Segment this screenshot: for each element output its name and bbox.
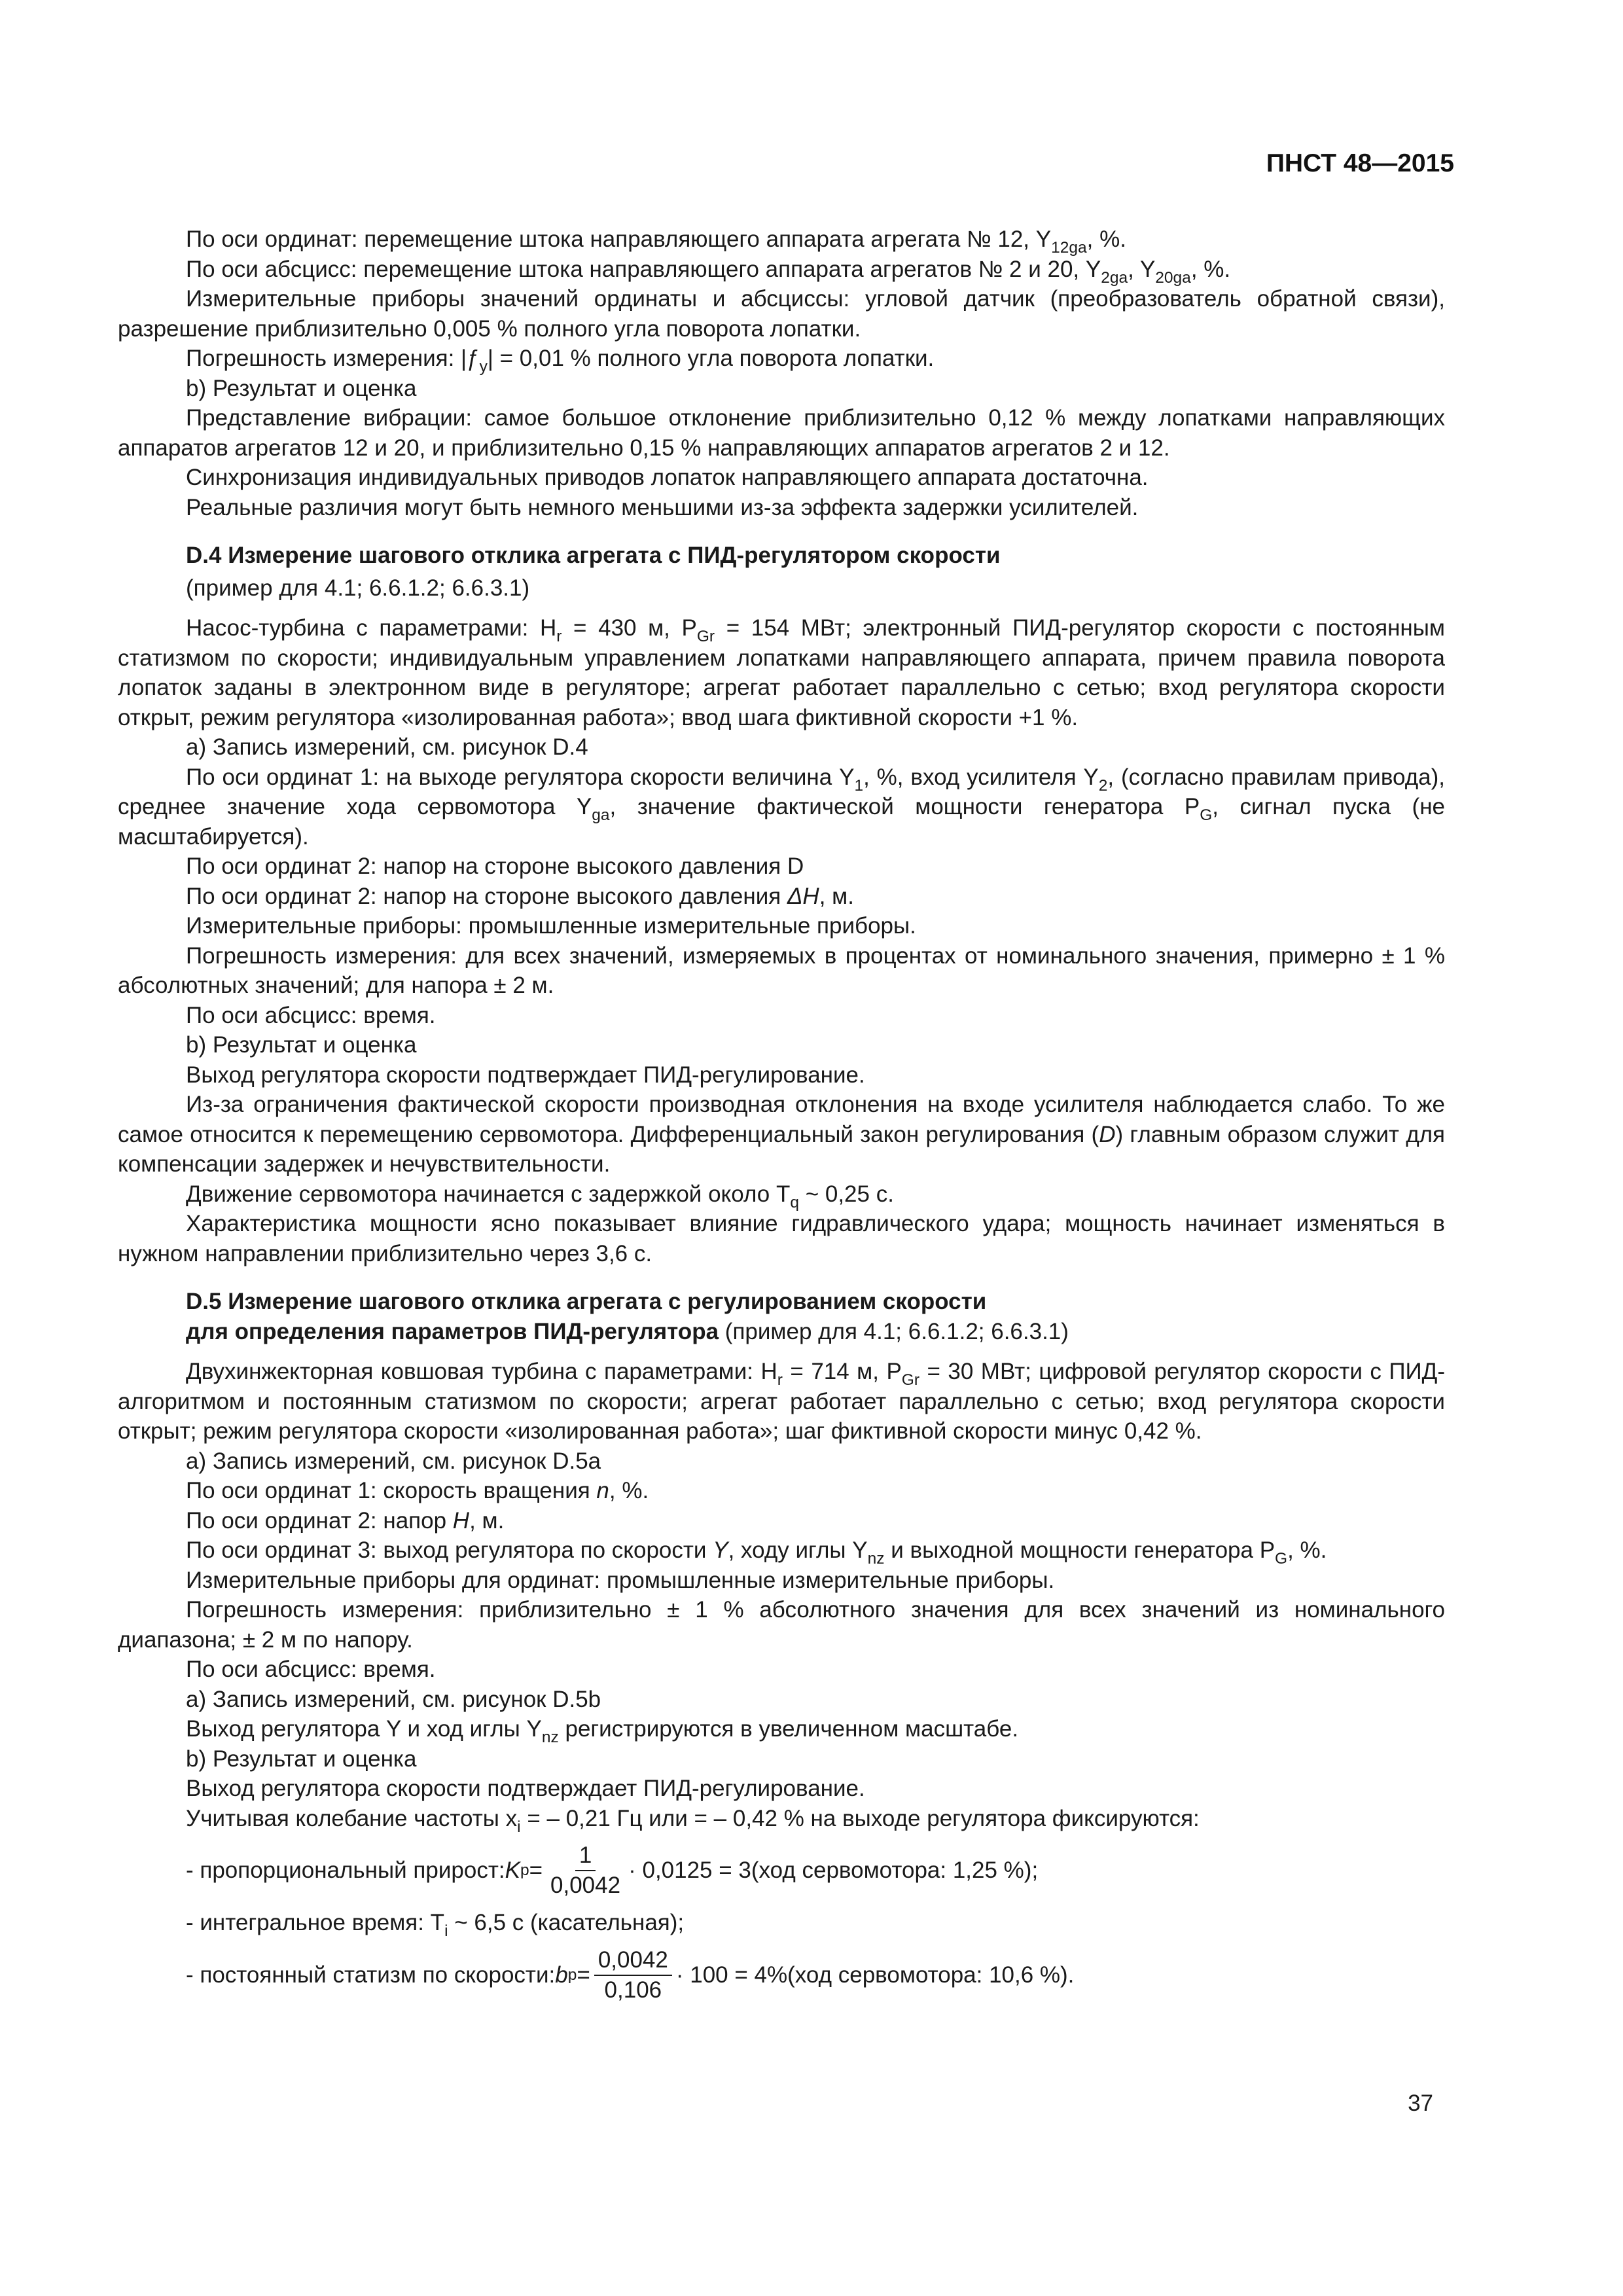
paragraph: Выход регулятора скорости подтверждает ПИД-регулирование. xyxy=(186,1062,865,1088)
paragraph: Движение сервомотора начинается с задержкой около $T_q$ ~ 0,25 с. xyxy=(186,1181,894,1211)
paragraph: Погрешность измерения: для всех значений, измеряемых в процентах от номинального значения, примерно ± 1 % абсолютных значений; для напора ± 2 м. xyxy=(118,942,1445,998)
formula-speed-droop: - постоянный статизм по скорости: b p = $\frac{0,0042}{0,106}$ · 100 = 4% (ход сервомотора: 10,6 %). xyxy=(186,1946,1075,2003)
paragraph: По оси абсцисс: время. xyxy=(186,1002,436,1028)
paragraph: b) Результат и оценка xyxy=(186,1746,417,1772)
paragraph: Реальные различия могут быть немного меньшими из-за эффекта задержки усилителей. xyxy=(186,494,1139,520)
section-subtitle-d4: (пример для 4.1; 6.6.1.2; 6.6.3.1) xyxy=(186,575,530,601)
paragraph: Синхронизация индивидуальных приводов лопаток направляющего аппарата достаточна. xyxy=(186,465,1149,490)
paragraph: По оси ординат 2: напор H, м. xyxy=(186,1507,505,1534)
paragraph: Учитывая колебание частоты $x_i$ = – 0,21 Гц или = – 0,42 % на выходе регулятора фиксируются: xyxy=(186,1805,1200,1836)
paragraph: Измерительные приборы значений ординаты и абсциссы: угловой датчик (преобразователь обратной связи), разрешение приблизительно 0,005 % полного угла поворота лопатки. xyxy=(118,286,1445,342)
paragraph: а) Запись измерений, см. рисунок D.5а xyxy=(186,1448,601,1474)
paragraph: Насос-турбина с параметрами: $H_r = 430$ м, $P_{Gr} = 154$ МВт; электронный ПИД-регулятор скорости с постоянным статизмом по скорости; индивидуальным управлением лопатками направляющего аппарата, причем правила поворота лопаток заданы в электронном виде в регуляторе; агрегат работает параллельно с сетью; вход регулятора скорости открыт, режим регулятора «изолированная работа»; ввод шага фиктивной скорости +1 %. xyxy=(118,615,1445,730)
paragraph: Характеристика мощности ясно показывает влияние гидравлического удара; мощность начинает изменяться в нужном направлении приблизительно через 3,6 с. xyxy=(118,1211,1445,1266)
paragraph: По оси абсцисс: время. xyxy=(186,1657,436,1682)
fraction: $\frac{0,0042}{0,106}$ xyxy=(594,1947,672,2003)
paragraph: Из-за ограничения фактической скорости производная отклонения на входе усилителя наблюдается слабо. То же самое относится к перемещению сервомотора. Дифференциальный закон регулирования (D) главным образом служит для компенсации задержек и нечувствительности. xyxy=(118,1092,1445,1177)
paragraph: Измерительные приборы: промышленные измерительные приборы. xyxy=(186,913,916,939)
paragraph: а) Запись измерений, см. рисунок D.5b xyxy=(186,1686,601,1712)
paragraph: Двухинжекторная ковшовая турбина с параметрами: $H_r = 714$ м, $P_{Gr} = 30$ МВт; цифровой регулятор скорости с ПИД-алгоритмом и постоянным статизмом по скорости; агрегат работает параллельно с сетью; вход регулятора скорости открыт; режим регулятора скорости «изолированная работа»; шаг фиктивной скорости минус 0,42 %. xyxy=(118,1359,1445,1444)
paragraph: По оси ординат 1: скорость вращения n, %. xyxy=(186,1478,649,1503)
fraction: $\frac{1}{0,0042}$ xyxy=(550,1842,621,1898)
paragraph: Выход регулятора скорости подтверждает ПИД-регулирование. xyxy=(186,1776,865,1801)
paragraph: По оси ординат 1: на выходе регулятора скорости величина $Y_1$, %, вход усилителя $Y_2$, (согласно правилам привода), среднее значение хода сервомотора $Y_{ga}$, значение фактической мощности генератора $P_G$, сигнал пуска (не масштабируется). xyxy=(118,764,1446,850)
page-body xyxy=(118,224,1445,2013)
paragraph: По оси ординат: перемещение штока направляющего аппарата агрегата № 12, $Y_{12ga}$, %. xyxy=(186,226,1126,257)
paragraph: b) Результат и оценка xyxy=(186,1032,417,1058)
paragraph: Представление вибрации: самое большое отклонение приблизительно 0,12 % между лопатками направляющих аппаратов агрегатов 12 и 20, и приблизительно 0,15 % направляющих аппаратов агрегатов 2 и 12. xyxy=(118,405,1445,461)
paragraph: По оси ординат 2: напор на стороне высокого давления D xyxy=(186,853,804,879)
formula-proportional-gain: - пропорциональный прирост: K p = $\frac{1}{0,0042}$ · 0,0125 = 3 (ход сервомотора: 1,25 %); xyxy=(186,1842,1039,1898)
paragraph: а) Запись измерений, см. рисунок D.4 xyxy=(186,734,588,760)
paragraph: Погрешность измерения: приблизительно ± 1 % абсолютного значения для всех значений из номинального диапазона; ± 2 м по напору. xyxy=(118,1597,1445,1653)
paragraph: По оси ординат 3: выход регулятора по скорости Y, ходу иглы $Y_{nz}$ и выходной мощности генератора $P_G$, %. xyxy=(186,1537,1327,1568)
paragraph: Выход регулятора Y и ход иглы $Y_{nz}$ регистрируются в увеличенном масштабе. xyxy=(186,1716,1019,1746)
document-id-header: ПНСТ 48—2015 xyxy=(1266,149,1454,177)
paragraph: По оси ординат 2: напор на стороне высокого давления ΔH, м. xyxy=(186,883,854,909)
page-number: 37 xyxy=(1408,2090,1433,2116)
section-heading-d4: D.4 Измерение шагового отклика агрегата с ПИД-регулятором скорости xyxy=(186,543,1001,568)
paragraph-integral-time: - интегральное время: $T_i$ ~ 6,5 с (касательная); xyxy=(186,1910,685,1940)
paragraph: По оси абсцисс: перемещение штока направляющего аппарата агрегатов № 2 и 20, $Y_{2ga}$, $Y_{20ga}$, %. xyxy=(186,256,1231,287)
paragraph: Погрешность измерения: $|ƒ_y| = 0,01$ % полного угла поворота лопатки. xyxy=(186,346,935,376)
paragraph: b) Результат и оценка xyxy=(186,375,417,401)
section-heading-d5: D.5 Измерение шагового отклика агрегата с регулированием скорости для определения параметров ПИД-регулятора (пример для 4.1; 6.6.1.2; 6.6.3.1) xyxy=(186,1289,1069,1344)
paragraph: Измерительные приборы для ординат: промышленные измерительные приборы. xyxy=(186,1567,1055,1593)
